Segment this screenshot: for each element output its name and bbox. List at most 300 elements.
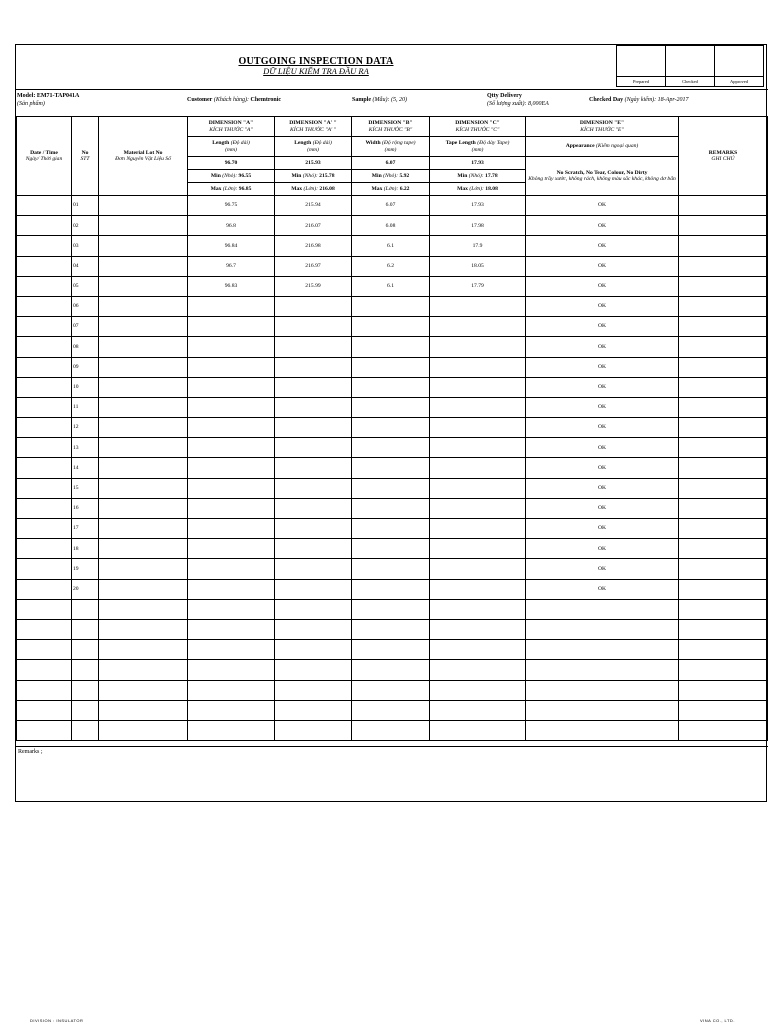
remarks-cell (679, 216, 768, 236)
remarks-cell (679, 397, 768, 417)
date-cell (17, 418, 72, 438)
nominal-c: 17.93 (430, 157, 526, 170)
dimension-c-header: DIMENSION "C" KÍCH THƯỚC "C" (430, 117, 526, 137)
dim-c-cell (430, 579, 526, 599)
dim-b-cell: 6.2 (352, 256, 430, 276)
appearance-cell (526, 720, 679, 740)
dim-b-cell (352, 438, 430, 458)
no-cell: 17 (72, 519, 99, 539)
title-area (16, 45, 616, 88)
material-cell (99, 579, 188, 599)
table-row (17, 296, 768, 316)
no-cell: 11 (72, 397, 99, 417)
dim-a2-cell (275, 478, 352, 498)
dim-c-cell (430, 640, 526, 660)
table-row (17, 478, 768, 498)
no-cell: 18 (72, 539, 99, 559)
date-cell (17, 397, 72, 417)
dim-c-cell (430, 559, 526, 579)
date-cell (17, 337, 72, 357)
sample-field (352, 96, 407, 104)
appearance-cell: OK (526, 458, 679, 478)
appearance-cell (526, 680, 679, 700)
material-cell (99, 720, 188, 740)
no-cell: 07 (72, 317, 99, 337)
no-cell: 05 (72, 276, 99, 296)
material-cell (99, 357, 188, 377)
dim-b-cell (352, 397, 430, 417)
dim-a2-cell: 215.94 (275, 196, 352, 216)
date-cell (17, 700, 72, 720)
dim-a-cell (188, 599, 275, 619)
dim-a-cell (188, 720, 275, 740)
dim-a2-cell: 216.07 (275, 216, 352, 236)
model-field (17, 92, 79, 108)
dim-b-cell: 6.07 (352, 196, 430, 216)
appearance-cell: OK (526, 519, 679, 539)
page-title: OUTGOING INSPECTION DATA (238, 56, 394, 67)
date-time-header: Date / Time Ngày/ Thời gian (17, 117, 72, 196)
signature-table (616, 45, 764, 87)
dim-b-cell (352, 498, 430, 518)
table-row (17, 519, 768, 539)
checked-day-label: Checked Day (589, 97, 624, 103)
footer-division: DIVISION : INSULATOR (30, 1018, 84, 1023)
dim-c-cell (430, 418, 526, 438)
dim-c-cell (430, 619, 526, 639)
no-cell: 20 (72, 579, 99, 599)
appearance-cell: OK (526, 418, 679, 438)
date-cell (17, 256, 72, 276)
dim-b-cell (352, 559, 430, 579)
dim-a2-cell (275, 559, 352, 579)
remarks-cell (679, 498, 768, 518)
dim-b-cell (352, 337, 430, 357)
dim-a2-cell: 216.98 (275, 236, 352, 256)
material-cell (99, 236, 188, 256)
table-row (17, 438, 768, 458)
date-cell (17, 276, 72, 296)
dim-a2-cell (275, 539, 352, 559)
dim-a2-cell (275, 418, 352, 438)
dim-a-cell (188, 397, 275, 417)
remarks-cell (679, 458, 768, 478)
table-row (17, 539, 768, 559)
dim-a2-cell: 216.97 (275, 256, 352, 276)
dim-a2-cell (275, 377, 352, 397)
appearance-cell: OK (526, 296, 679, 316)
measure-b: Width (Độ rộng tape) (mm) (352, 137, 430, 157)
model-label: Model: EM71-TAP041A (17, 93, 80, 99)
remarks-cell (679, 478, 768, 498)
material-cell (99, 216, 188, 236)
table-row (17, 418, 768, 438)
material-cell (99, 397, 188, 417)
material-cell (99, 680, 188, 700)
no-cell (72, 680, 99, 700)
material-cell (99, 559, 188, 579)
dim-c-cell (430, 337, 526, 357)
dim-a-cell (188, 519, 275, 539)
remarks-label: Remarks ; (18, 749, 43, 755)
dim-a-cell (188, 377, 275, 397)
dim-c-cell (430, 458, 526, 478)
measure-a: Length (Độ dài) (mm) (188, 137, 275, 157)
table-row (17, 458, 768, 478)
table-row (17, 619, 768, 639)
dim-b-cell (352, 660, 430, 680)
material-cell (99, 619, 188, 639)
dim-b-cell (352, 418, 430, 438)
customer-label: Customer (187, 97, 213, 103)
appearance-cell: OK (526, 337, 679, 357)
dim-a-cell (188, 680, 275, 700)
dim-a2-cell (275, 660, 352, 680)
appearance-cell: OK (526, 216, 679, 236)
material-cell (99, 377, 188, 397)
date-cell (17, 720, 72, 740)
table-row (17, 498, 768, 518)
dim-b-cell (352, 357, 430, 377)
dim-c-cell (430, 539, 526, 559)
dimension-a-header: DIMENSION "A" KÍCH THƯỚC "A" (188, 117, 275, 137)
material-cell (99, 317, 188, 337)
dim-b-cell (352, 539, 430, 559)
dim-a2-cell (275, 519, 352, 539)
sample-label: Sample (352, 97, 372, 103)
dim-c-cell (430, 680, 526, 700)
material-cell (99, 296, 188, 316)
table-row (17, 599, 768, 619)
dim-a-cell: 96.84 (188, 236, 275, 256)
appearance-cell: OK (526, 236, 679, 256)
material-cell (99, 478, 188, 498)
dim-a-cell (188, 579, 275, 599)
no-cell (72, 640, 99, 660)
appearance-cell: OK (526, 357, 679, 377)
remarks-cell (679, 599, 768, 619)
date-cell (17, 559, 72, 579)
dim-a2-cell (275, 680, 352, 700)
material-lot-header: Material Lot No Đơn Nguyên Vật Liệu Số (99, 117, 188, 196)
info-row (16, 89, 768, 117)
material-cell (99, 599, 188, 619)
table-row (17, 579, 768, 599)
dim-a2-cell (275, 599, 352, 619)
table-row (17, 660, 768, 680)
date-cell (17, 216, 72, 236)
no-cell: 15 (72, 478, 99, 498)
dim-a-cell (188, 559, 275, 579)
remarks-cell (679, 438, 768, 458)
dim-a2-cell (275, 458, 352, 478)
material-cell (99, 276, 188, 296)
date-cell (17, 599, 72, 619)
date-cell (17, 438, 72, 458)
date-cell (17, 196, 72, 216)
material-cell (99, 256, 188, 276)
dim-c-cell (430, 478, 526, 498)
dim-a-cell (188, 438, 275, 458)
table-row (17, 640, 768, 660)
dim-c-cell (430, 519, 526, 539)
date-cell (17, 660, 72, 680)
dim-c-cell (430, 296, 526, 316)
qty-field (487, 92, 549, 108)
dim-a2-cell: 215.99 (275, 276, 352, 296)
dim-c-cell: 17.79 (430, 276, 526, 296)
dim-b-cell (352, 458, 430, 478)
no-cell: 16 (72, 498, 99, 518)
table-row (17, 256, 768, 276)
checked-day-field (589, 96, 689, 104)
remarks-cell (679, 720, 768, 740)
footer-company: VINA CO., LTD. (700, 1018, 735, 1023)
appearance-cell: OK (526, 377, 679, 397)
measure-a2: Length (Độ dài) (mm) (275, 137, 352, 157)
appearance-cell (526, 619, 679, 639)
min-c: Min (Nhỏ): 17.78 (430, 170, 526, 183)
appearance-cell: OK (526, 438, 679, 458)
dim-a-cell (188, 357, 275, 377)
material-cell (99, 196, 188, 216)
no-header: No STT (72, 117, 99, 196)
dim-a-cell (188, 660, 275, 680)
appearance-cell: OK (526, 498, 679, 518)
prepared-sign-box (617, 46, 666, 77)
dim-b-cell: 6.08 (352, 216, 430, 236)
date-cell (17, 640, 72, 660)
date-cell (17, 296, 72, 316)
dim-b-cell (352, 640, 430, 660)
checked-day-sub: (Ngày kiểm): 18-Apr-2017 (624, 97, 689, 103)
appearance-cell: OK (526, 559, 679, 579)
no-cell: 04 (72, 256, 99, 276)
no-cell (72, 700, 99, 720)
approved-sign-box (715, 46, 764, 77)
dim-c-cell (430, 660, 526, 680)
dim-b-cell (352, 619, 430, 639)
max-b: Max (Lớn): 6.22 (352, 183, 430, 196)
dim-a2-cell (275, 317, 352, 337)
remarks-cell (679, 377, 768, 397)
remarks-cell (679, 619, 768, 639)
measure-c: Tape Length (Độ dày Tape) (mm) (430, 137, 526, 157)
dim-a2-cell (275, 438, 352, 458)
dim-a-cell (188, 700, 275, 720)
material-cell (99, 498, 188, 518)
dim-a2-cell (275, 640, 352, 660)
date-cell (17, 579, 72, 599)
date-cell (17, 619, 72, 639)
no-cell: 08 (72, 337, 99, 357)
dim-a-cell: 96.83 (188, 276, 275, 296)
no-cell (72, 660, 99, 680)
prepared-label: Prepared (617, 77, 666, 87)
no-cell: 06 (72, 296, 99, 316)
appearance-cell (526, 660, 679, 680)
material-cell (99, 660, 188, 680)
dim-c-cell (430, 700, 526, 720)
dim-b-cell: 6.1 (352, 236, 430, 256)
dim-b-cell (352, 720, 430, 740)
dim-c-cell (430, 438, 526, 458)
date-cell (17, 357, 72, 377)
dim-b-cell (352, 296, 430, 316)
appearance-cell (526, 640, 679, 660)
no-cell: 13 (72, 438, 99, 458)
remarks-box (16, 746, 768, 803)
appearance-cell: OK (526, 539, 679, 559)
dim-a2-cell (275, 397, 352, 417)
material-cell (99, 700, 188, 720)
dim-c-cell: 18.05 (430, 256, 526, 276)
dim-b-cell (352, 519, 430, 539)
nominal-a2: 215.93 (275, 157, 352, 170)
dim-b-cell (352, 599, 430, 619)
date-cell (17, 539, 72, 559)
model-sub: (Sản phẩm) (17, 101, 45, 107)
dim-a-cell (188, 640, 275, 660)
date-cell (17, 498, 72, 518)
remarks-cell (679, 579, 768, 599)
dim-a2-cell (275, 700, 352, 720)
material-cell (99, 418, 188, 438)
remarks-cell (679, 539, 768, 559)
dim-c-cell (430, 397, 526, 417)
material-cell (99, 438, 188, 458)
dimension-a2-header: DIMENSION "A' " KÍCH THƯỚC "A' " (275, 117, 352, 137)
max-c: Max (Lớn): 18.08 (430, 183, 526, 196)
table-row (17, 377, 768, 397)
dim-a2-cell (275, 579, 352, 599)
dim-a-cell: 96.8 (188, 216, 275, 236)
no-cell: 09 (72, 357, 99, 377)
no-cell: 02 (72, 216, 99, 236)
table-row (17, 720, 768, 740)
no-cell: 14 (72, 458, 99, 478)
inspection-table (16, 116, 768, 741)
dim-a-cell: 96.75 (188, 196, 275, 216)
qty-sub: (Số lượng xuất): 8,000EA (487, 101, 549, 107)
appearance-cell: OK (526, 317, 679, 337)
remarks-cell (679, 700, 768, 720)
no-cell: 10 (72, 377, 99, 397)
dim-a2-cell (275, 619, 352, 639)
dim-a2-cell (275, 357, 352, 377)
sample-sub: (Mẫu): (5, 20) (372, 97, 408, 103)
no-cell: 01 (72, 196, 99, 216)
dim-b-cell (352, 377, 430, 397)
material-cell (99, 458, 188, 478)
table-row (17, 559, 768, 579)
checked-label: Checked (666, 77, 715, 87)
remarks-cell (679, 337, 768, 357)
remarks-cell (679, 296, 768, 316)
remarks-cell (679, 357, 768, 377)
dimension-b-header: DIMENSION "B" KÍCH THƯỚC "B" (352, 117, 430, 137)
date-cell (17, 478, 72, 498)
table-row (17, 397, 768, 417)
dim-c-cell (430, 317, 526, 337)
date-cell (17, 519, 72, 539)
page-subtitle: DỮ LIỆU KIỂM TRA ĐẦU RA (263, 66, 369, 76)
table-row (17, 700, 768, 720)
max-a: Max (Lớn): 96.85 (188, 183, 275, 196)
dim-c-cell: 17.93 (430, 196, 526, 216)
remarks-cell (679, 680, 768, 700)
dim-b-cell: 6.1 (352, 276, 430, 296)
no-cell (72, 599, 99, 619)
dim-a-cell (188, 458, 275, 478)
dim-a-cell: 96.7 (188, 256, 275, 276)
dim-c-cell (430, 720, 526, 740)
appearance-cell (526, 700, 679, 720)
dim-c-cell (430, 377, 526, 397)
dim-b-cell (352, 700, 430, 720)
dim-b-cell (352, 317, 430, 337)
appearance-criteria: No Scratch, No Tear, Colour, No Dirty Không trầy xước, không rách, không màu sắc khác, không dơ bẩn (526, 157, 679, 196)
remarks-cell (679, 418, 768, 438)
dim-a-cell (188, 317, 275, 337)
no-cell (72, 720, 99, 740)
dim-a-cell (188, 418, 275, 438)
material-cell (99, 519, 188, 539)
dim-c-cell: 17.9 (430, 236, 526, 256)
table-row (17, 236, 768, 256)
appearance-cell: OK (526, 397, 679, 417)
nominal-b: 6.07 (352, 157, 430, 170)
dim-c-cell (430, 357, 526, 377)
date-cell (17, 236, 72, 256)
remarks-cell (679, 317, 768, 337)
nominal-a: 96.70 (188, 157, 275, 170)
dim-c-cell (430, 599, 526, 619)
dim-a2-cell (275, 498, 352, 518)
checked-sign-box (666, 46, 715, 77)
min-b: Min (Nhỏ): 5.92 (352, 170, 430, 183)
table-row (17, 216, 768, 236)
remarks-cell (679, 196, 768, 216)
no-cell: 12 (72, 418, 99, 438)
inspection-sheet (15, 44, 767, 802)
appearance-cell: OK (526, 579, 679, 599)
table-row (17, 196, 768, 216)
material-cell (99, 539, 188, 559)
dim-a-cell (188, 539, 275, 559)
remarks-cell (679, 276, 768, 296)
appearance-cell: OK (526, 256, 679, 276)
customer-sub: (Khách hàng): (213, 97, 249, 103)
remarks-cell (679, 256, 768, 276)
no-cell: 03 (72, 236, 99, 256)
remarks-header: REMARKS GHI CHÚ (679, 117, 768, 196)
appearance-cell: OK (526, 196, 679, 216)
qty-label: Qtty Delivery (487, 93, 522, 99)
dim-b-cell (352, 680, 430, 700)
table-row (17, 337, 768, 357)
dim-a2-cell (275, 720, 352, 740)
date-cell (17, 680, 72, 700)
dim-a-cell (188, 337, 275, 357)
dim-b-cell (352, 579, 430, 599)
max-a2: Max (Lớn): 216.08 (275, 183, 352, 196)
appearance-cell: OK (526, 478, 679, 498)
remarks-cell (679, 640, 768, 660)
dim-c-cell: 17.98 (430, 216, 526, 236)
dimension-e-header: DIMENSION "E" KÍCH THƯỚC "E" (526, 117, 679, 137)
dim-b-cell (352, 478, 430, 498)
